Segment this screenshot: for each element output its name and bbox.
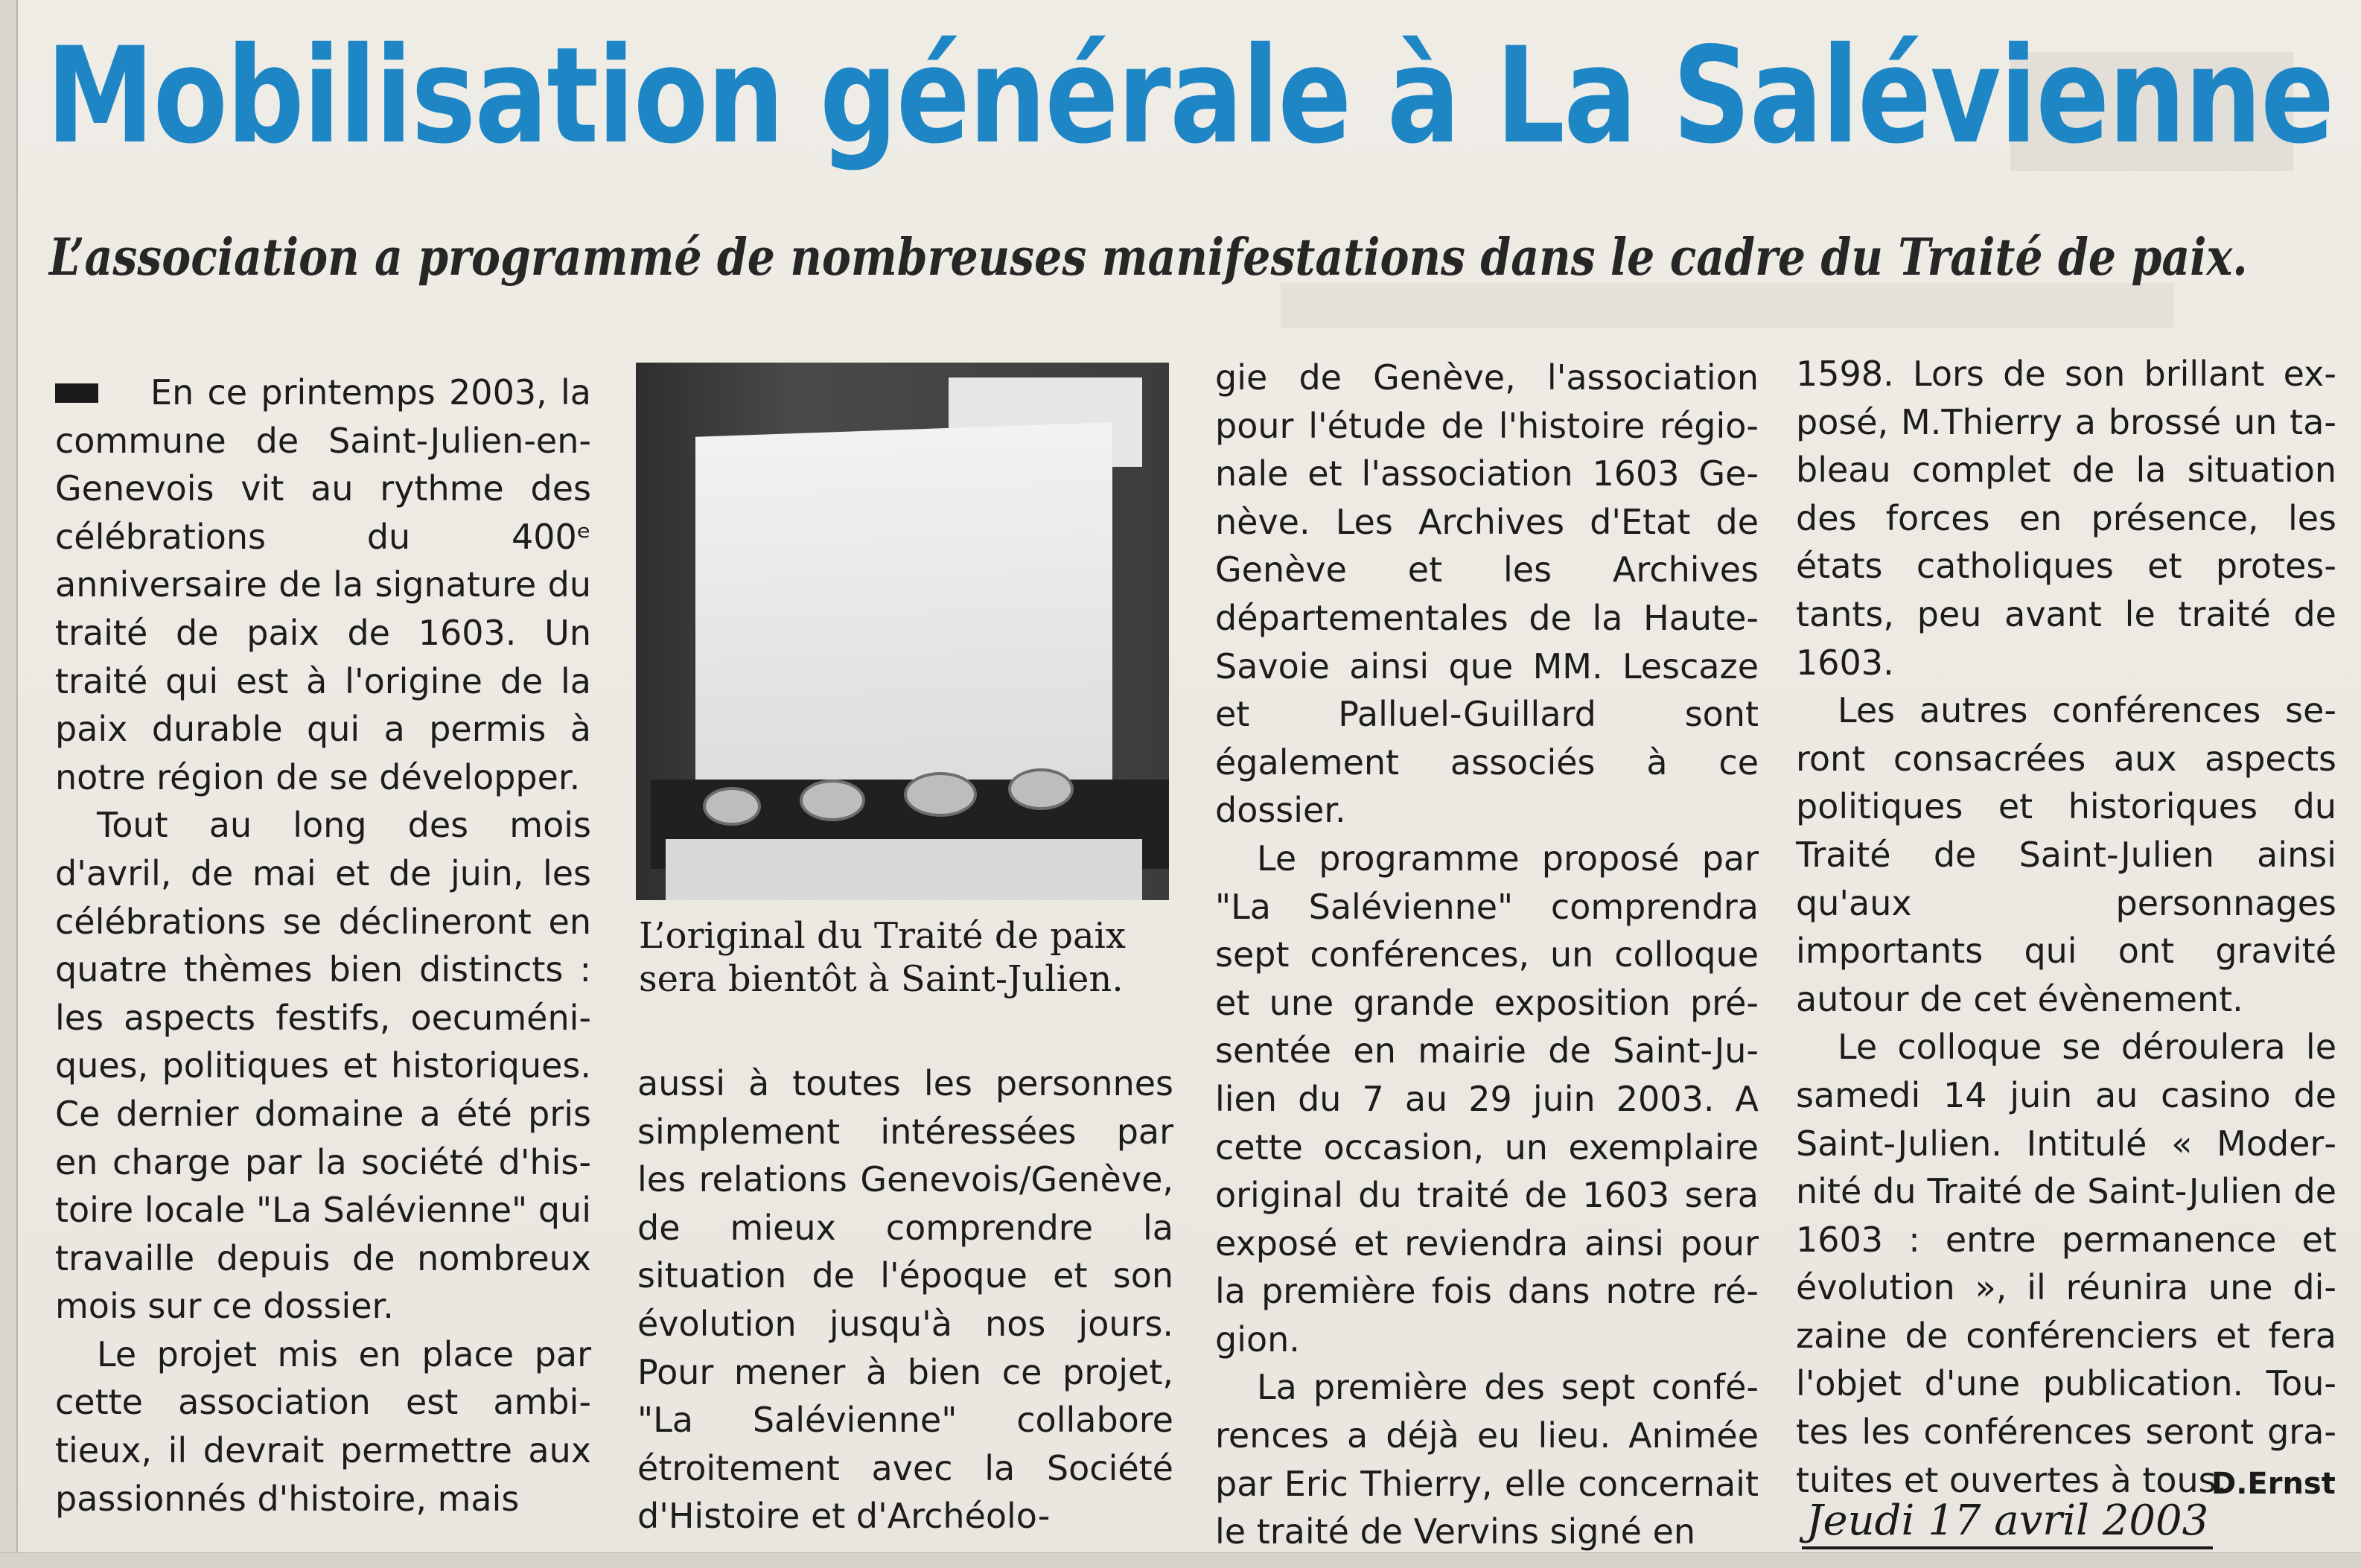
article-column-4 <box>1796 350 2336 1504</box>
paragraph: 1598. Lors de son brillant exposé, M.Thierry a brossé un tableau complet de la situation des forces en présence, les états catholiques et protestants, peu avant le traité de 1603. <box>1796 354 2336 683</box>
paragraph: aussi à toutes les personnes simplement intéressées par les relations Genevois/Genève, de mieux comprendre la situation de l'époque et son évolution jusqu'à nos jours. Pour mener à bien ce projet, "La Salévienne" collabore étroitement avec la Société d'Histoire et d'Archéolo- <box>637 1063 1173 1537</box>
bleed-through-shadow <box>1281 283 2174 328</box>
photo-floor <box>666 839 1142 900</box>
subtitle: L’association a programmé de nombreuses manifestations dans le cadre du Traité de paix. <box>49 228 2248 287</box>
publication-date: Jeudi 17 avril 2003 <box>1802 1497 2213 1549</box>
paragraph: Le colloque se déroulera le samedi 14 juin au casino de Saint-Julien. Intitulé « Modernité du Traité de Saint-Julien de 1603 : entre permanence et évolution », il réunira une dizaine de conférenciers et fera l'objet d'une publication. Toutes les conférences seront gratuites et ouvertes à tous. <box>1796 1027 2336 1500</box>
paragraph-bullet-icon <box>55 383 98 403</box>
article-column-3 <box>1215 354 1759 1556</box>
article-column-2 <box>637 1059 1173 1540</box>
photo-seal <box>1008 768 1074 810</box>
author-signature: D.Ernst <box>2211 1467 2336 1501</box>
photo-seal <box>800 780 865 821</box>
paragraph: gie de Genève, l'association pour l'étude de l'histoire régionale et l'association 1603 Genève. Les Archives d'Etat de Genève et les Archives départementales de la Haute-Savoie ainsi que MM. Lescaze et Palluel-Guillard sont également associés à ce dossier. <box>1215 357 1759 831</box>
paragraph <box>55 369 591 801</box>
paragraph: Le programme proposé par "La Salévienne" comprendra sept conférences, un colloque et une grande exposition présentée en mairie de Saint-Julien du 7 au 29 juin 2003. A cette occasion, un exemplaire original du traité de 1603 sera exposé et reviendra ainsi pour la première fois dans notre région. <box>1215 838 1759 1360</box>
photo-treaty-document <box>636 363 1169 900</box>
paragraph: Les autres conférences seront consacrées aux aspects politiques et historiques du Traité de Saint-Julien ainsi qu'aux personnages importants qui ont gravité autour de cet évènement. <box>1796 690 2336 1019</box>
paragraph: Le projet mis en place par cette association est ambitieux, il devrait permettre aux passionnés d'histoire, mais <box>55 1333 591 1519</box>
paragraph-text: En ce printemps 2003, la commune de Saint-Julien-en-Genevois vit au rythme des célébrations du 400ᵉ anniversaire de la signature du traité de paix de 1603. Un traité qui est à l'origine de la paix durable qui a permis à notre région de se développer. <box>55 372 591 797</box>
photo-seal <box>703 787 761 826</box>
clipping-bottom-edge <box>0 1552 2361 1568</box>
paragraph: La première des sept conférences a déjà eu lieu. Animée par Eric Thierry, elle concernait le traité de Vervins signé en <box>1215 1367 1759 1552</box>
photo-seal <box>904 772 977 817</box>
photo-treaty-parchment <box>695 422 1112 809</box>
photo-caption: L’original du Traité de paix sera bientôt à Saint-Julien. <box>639 915 1126 1000</box>
paragraph: Tout au long des mois d'avril, de mai et de juin, les célébrations se déclineront en quatre thèmes bien distincts : les aspects festifs, oecuméniques, politiques et historiques. Ce dernier domaine a été pris en charge par la société d'histoire locale "La Salévienne" qui travaille depuis de nombreux mois sur ce dossier. <box>55 805 591 1327</box>
headline: Mobilisation générale à La Salévienne <box>46 19 2333 173</box>
clipping-left-edge <box>0 0 18 1567</box>
article-column-1 <box>55 369 591 1523</box>
